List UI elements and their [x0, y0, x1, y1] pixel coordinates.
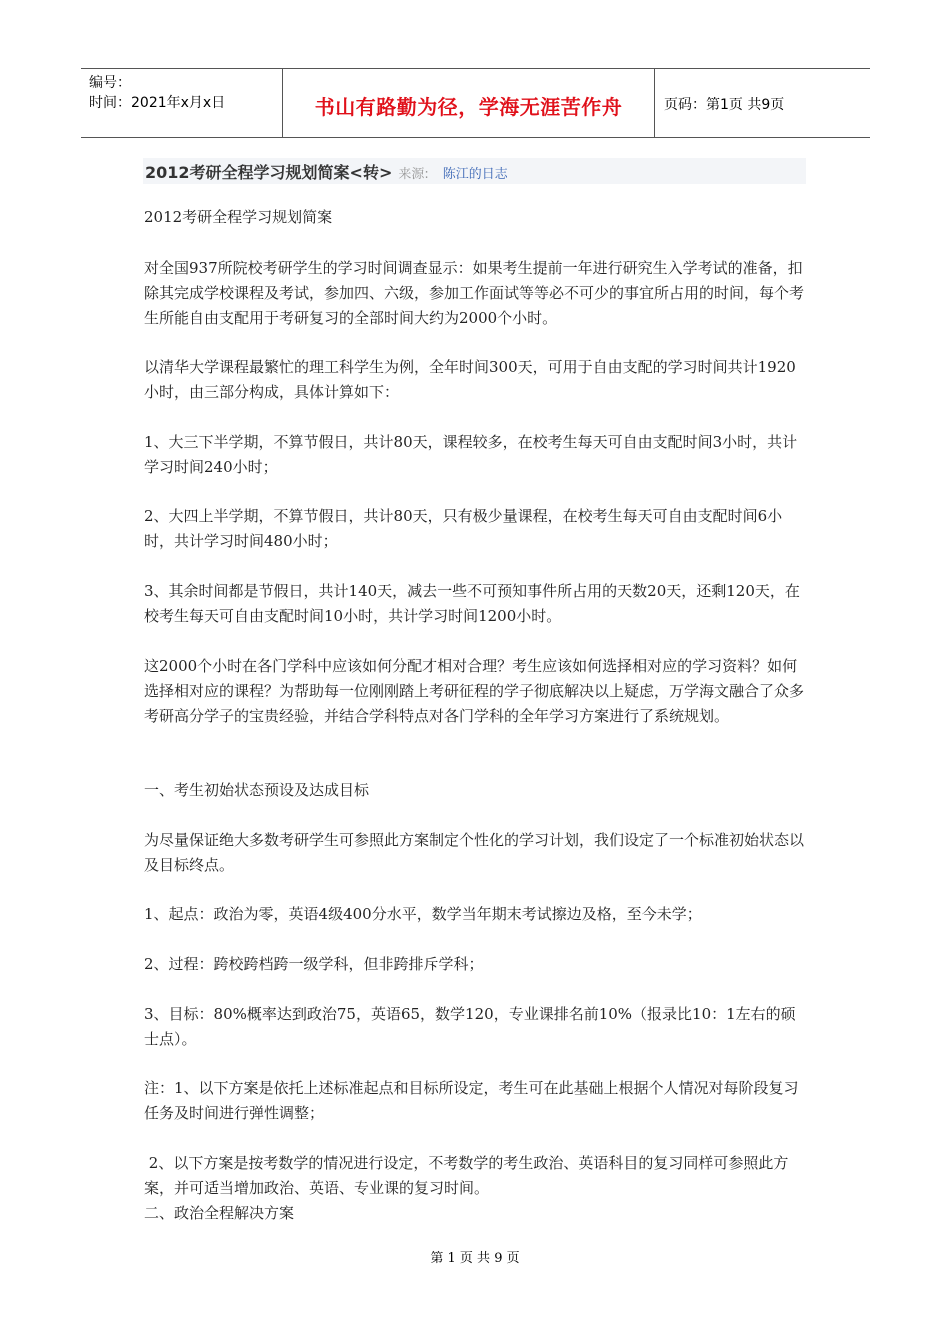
section-heading: 二、政治全程解决方案 [144, 1204, 295, 1222]
article-title: 2012考研全程学习规划简案<转> [145, 163, 393, 182]
paragraph: 2、以下方案是按考数学的情况进行设定，不考数学的考生政治、英语科目的复习同样可参照此方案，并可适当增加政治、英语、专业课的复习时间。 [144, 1154, 789, 1197]
source-label: 来源: [398, 167, 429, 182]
paragraph: 3、目标：80%概率达到政治75，英语65，数学120，专业课排名前10%（报录比10：1左右的硕士点）。 [144, 1005, 796, 1048]
paragraph: 对全国937所院校考研学生的学习时间调查显示：如果考生提前一年进行研究生入学考试的准备，扣除其完成学校课程及考试，参加四、六级，参加工作面试等等必不可少的事宜所占用的时间，每个考生所能自由支配用于考研复习的全部时间大约为2000个小时。 [144, 259, 805, 327]
paragraph: 1、大三下半学期，不算节假日，共计80天，课程较多，在校考生每天可自由支配时间3小时，共计学习时间240小时； [144, 433, 798, 476]
paragraph: 2、大四上半学期，不算节假日，共计80天，只有极少量课程，在校考生每天可自由支配时间6小时，共计学习时间480小时； [144, 507, 783, 550]
article-title-bar [143, 158, 806, 184]
page-label: 页码：第1页 共9页 [664, 97, 785, 113]
paragraph: 为尽量保证绝大多数考研学生可参照此方案制定个性化的学习计划，我们设定了一个标准初始状态以及目标终点。 [144, 831, 805, 874]
section-heading: 一、考生初始状态预设及达成目标 [144, 781, 370, 799]
header-meta-cell [81, 69, 283, 137]
paragraph: 1、起点：政治为零，英语4级400分水平，数学当年期末考试擦边及格，至今未学； [144, 905, 702, 923]
paragraph: 2、过程：跨校跨档跨一级学科，但非跨排斥学科； [144, 955, 484, 973]
header-motto-cell [283, 69, 655, 137]
paragraph: 注：1、以下方案是依托上述标准起点和目标所设定，考生可在此基础上根据个人情况对每阶段复习任务及时间进行弹性调整； [144, 1079, 799, 1122]
number-label: 编号： [89, 75, 131, 91]
page-footer: 第 1 页 共 9 页 [430, 1251, 520, 1266]
header-table [81, 68, 870, 138]
article-title-line [145, 160, 508, 183]
paragraph: 这2000个小时在各门学科中应该如何分配才相对合理？考生应该如何选择相对应的学习资料？如何选择相对应的课程？为帮助每一位刚刚踏上考研征程的学子彻底解决以上疑虑，万学海文融合了众多考研高分学子的宝贵经验，并结合学科特点对各门学科的全年学习方案进行了系统规划。 [144, 657, 805, 725]
paragraph: 以清华大学课程最繁忙的理工科学生为例，全年时间300天，可用于自由支配的学习时间共计1920小时，由三部分构成，具体计算如下： [144, 358, 796, 401]
time-label: 时间：2021年x月x日 [89, 95, 226, 111]
author-link[interactable]: 陈江的日志 [442, 167, 508, 182]
paragraph: 3、其余时间都是节假日，共计140天，减去一些不可预知事件所占用的天数20天，还剩120天，在校考生每天可自由支配时间10小时，共计学习时间1200小时。 [144, 582, 800, 625]
paragraph: 2012考研全程学习规划简案 [144, 208, 333, 226]
motto: 书山有路勤为径，学海无涯苦作舟 [314, 95, 623, 119]
